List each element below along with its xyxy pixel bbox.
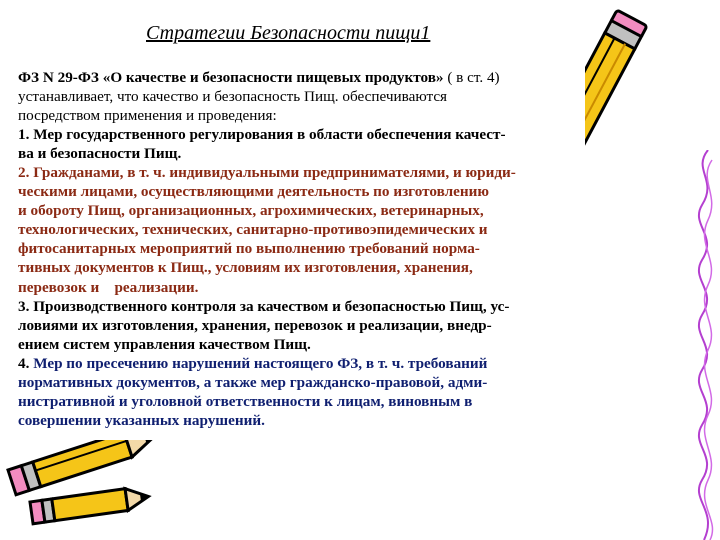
- slide-title: Стратегии Безопасности пищи1: [146, 22, 431, 44]
- list-item-1: 1. Мер государственного регулирования в области обеспечения качест- ва и безопасности Пищ.: [18, 126, 506, 163]
- pencils-icon: [0, 440, 160, 540]
- intro-lead: ФЗ N 29-ФЗ «О качестве и безопасности пищевых продуктов»: [18, 69, 444, 86]
- list-item-number: 2.: [18, 164, 30, 182]
- list-item-2: 2. Гражданами, в т. ч. индивидуальными предпринимателями, и юриди- ческими лицами, осуществляющими деятельность по изготовлению и обороту Пищ, организационных, агрохимических, ветеринарных, технологических, технических, санитарно-противоэпидемических и фитосанитарных мероприятий по выполнению требований норма- тивных документов к Пищ., условиям их изготовления, хранения, перевозок и реализации.: [18, 164, 516, 296]
- list-item-number: 1.: [18, 126, 30, 144]
- slide-body: [18, 68, 680, 430]
- spiral-binding-icon: [688, 150, 720, 540]
- list-item-3: 3. Производственного контроля за качеством и безопасностью Пищ, ус- ловиями их изготовления, хранения, перевозок и реализации, внедр- ением систем управления качеством Пищ.: [18, 297, 510, 353]
- intro-line-3: посредством применения и проведения:: [18, 107, 277, 125]
- intro-paragraph: [18, 68, 680, 125]
- list-item-number: 3.: [18, 297, 30, 315]
- intro-line-2: устанавливает, что качество и безопасность Пищ. обеспечиваются: [18, 88, 448, 106]
- intro-article-ref: ( в ст. 4): [443, 69, 500, 86]
- list-item-4: 4. Мер по пресечению нарушений настоящего ФЗ, в т. ч. требований нормативных документов, а также мер гражданско-правовой, адми- нистративной и уголовной ответственности к лицам, виновным в совершении указанных нарушений.: [18, 354, 488, 429]
- list-item-number: 4.: [18, 354, 30, 372]
